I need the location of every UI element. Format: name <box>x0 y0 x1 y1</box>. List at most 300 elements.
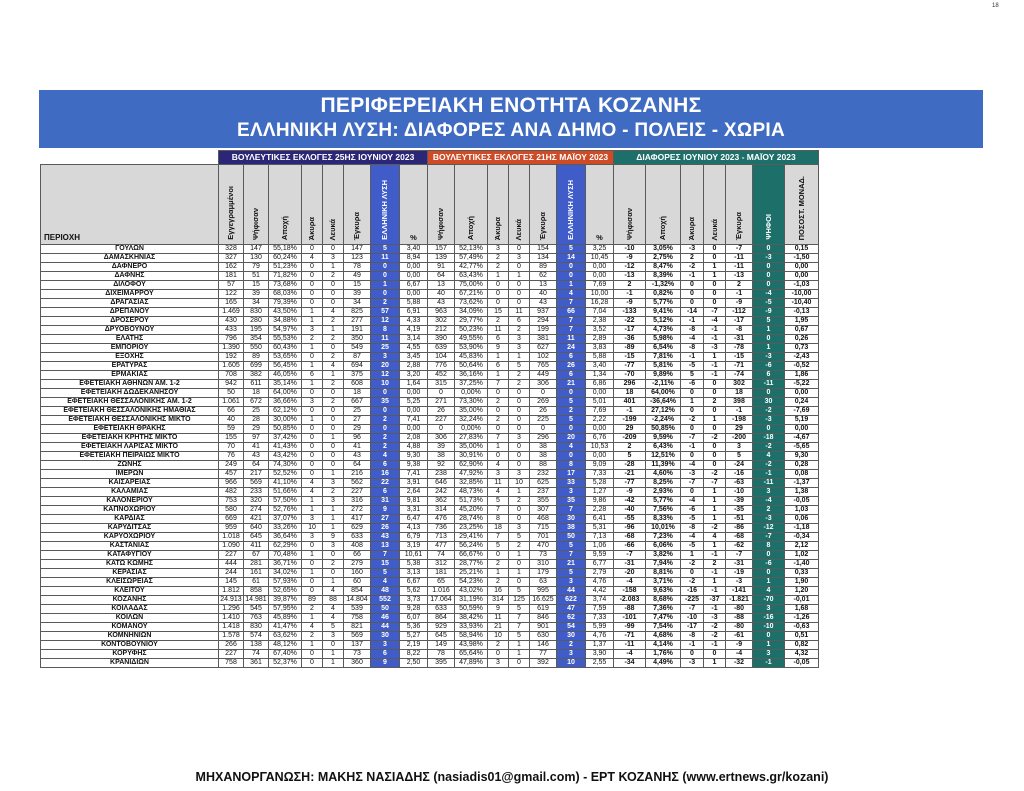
value-cell: 9,81 <box>400 497 428 506</box>
value-cell: 763 <box>244 614 269 623</box>
value-cell: 73 <box>344 650 371 659</box>
value-cell: 4 <box>302 623 323 632</box>
value-cell: 40 <box>219 416 244 425</box>
value-cell: 1 <box>704 497 726 506</box>
value-cell: 6,76 <box>586 434 614 443</box>
value-cell: -7 <box>681 434 704 443</box>
value-cell: 11 <box>371 254 400 263</box>
value-cell: 60,24% <box>269 254 302 263</box>
value-cell: 4,60% <box>646 470 681 479</box>
value-cell: 2 <box>557 407 586 416</box>
value-cell: 5,27 <box>400 632 428 641</box>
value-cell: 272 <box>344 506 371 515</box>
value-cell: 64 <box>344 461 371 470</box>
value-cell: 50 <box>219 389 244 398</box>
table-row <box>41 479 819 488</box>
value-cell: 3,13 <box>400 569 428 578</box>
value-cell: 0 <box>704 650 726 659</box>
value-cell: 302 <box>726 380 753 389</box>
value-cell: 154 <box>530 245 557 254</box>
section-gap <box>41 151 219 165</box>
value-cell: 444 <box>219 560 244 569</box>
value-cell: 9,59% <box>646 434 681 443</box>
value-cell: -6 <box>681 506 704 515</box>
value-cell: 2 <box>681 254 704 263</box>
value-cell: -7 <box>726 551 753 560</box>
value-cell: -5 <box>681 542 704 551</box>
value-cell: 14 <box>557 254 586 263</box>
value-cell: 2 <box>704 560 726 569</box>
value-cell: 0 <box>704 299 726 308</box>
value-cell: 1 <box>323 371 344 380</box>
value-cell: 1,76% <box>646 650 681 659</box>
value-cell: 7 <box>488 380 509 389</box>
value-cell: 0 <box>371 263 400 272</box>
value-cell: 1 <box>753 344 785 353</box>
value-cell: -6 <box>681 380 704 389</box>
value-cell: 830 <box>244 623 269 632</box>
value-cell: 5 <box>371 569 400 578</box>
value-cell: 701 <box>530 533 557 542</box>
table-row <box>41 623 819 632</box>
value-cell: 4,14% <box>646 641 681 650</box>
table-row <box>41 650 819 659</box>
value-cell: 71,82% <box>269 272 302 281</box>
value-cell: 6,67 <box>400 578 428 587</box>
value-cell: 26 <box>371 524 400 533</box>
value-cell: 2,55 <box>586 659 614 668</box>
value-cell: 2,38 <box>586 317 614 326</box>
header-may-2 <box>488 165 509 245</box>
value-cell: -7 <box>704 479 726 488</box>
value-cell: 328 <box>219 245 244 254</box>
value-cell: 38,42% <box>455 614 488 623</box>
value-cell: 1.418 <box>219 623 244 632</box>
value-cell: 355 <box>530 497 557 506</box>
value-cell: 1.061 <box>219 398 244 407</box>
value-cell: 0,00 <box>785 272 819 281</box>
header-may-4 <box>530 165 557 245</box>
value-cell: 42,77% <box>455 263 488 272</box>
value-cell: 88 <box>530 461 557 470</box>
value-cell: 4,73% <box>646 326 681 335</box>
value-cell: 3 <box>557 578 586 587</box>
value-cell: 28,77% <box>455 560 488 569</box>
value-cell: 959 <box>219 524 244 533</box>
value-cell: 181 <box>219 272 244 281</box>
value-cell: 468 <box>530 515 557 524</box>
value-cell: 562 <box>344 479 371 488</box>
value-cell: 50 <box>557 533 586 542</box>
value-cell: 0 <box>323 416 344 425</box>
value-cell: 6,54% <box>646 344 681 353</box>
value-cell: 29,41% <box>455 533 488 542</box>
value-cell: 48,73% <box>455 488 488 497</box>
value-cell: 715 <box>530 524 557 533</box>
value-cell: 669 <box>219 515 244 524</box>
value-cell: 0 <box>509 452 530 461</box>
value-cell: 16 <box>488 587 509 596</box>
value-cell: 5 <box>509 362 530 371</box>
value-cell: -5,22 <box>785 380 819 389</box>
area-name-cell: ΕΦΕΤΕΙΑΚΗ ΑΘΗΝΩΝ ΑΜ. 1-2 <box>41 380 219 389</box>
value-cell: 3 <box>557 488 586 497</box>
value-cell: 39 <box>344 290 371 299</box>
value-cell: 43 <box>371 533 400 542</box>
value-cell: 62 <box>530 272 557 281</box>
value-cell: 0 <box>704 443 726 452</box>
value-cell: 320 <box>244 497 269 506</box>
value-cell: -16 <box>753 614 785 623</box>
value-cell: 87 <box>344 353 371 362</box>
value-cell: -42 <box>614 497 646 506</box>
value-cell: 5 <box>323 623 344 632</box>
value-cell: 7 <box>488 506 509 515</box>
value-cell: 1 <box>509 272 530 281</box>
value-cell: 296 <box>530 434 557 443</box>
value-cell: -1 <box>614 290 646 299</box>
value-cell: -4 <box>681 461 704 470</box>
value-cell: -2 <box>681 263 704 272</box>
value-cell: -22 <box>614 317 646 326</box>
value-cell: -0,05 <box>785 497 819 506</box>
value-cell: 38 <box>530 452 557 461</box>
value-cell: 238 <box>428 470 455 479</box>
value-cell: 9,30 <box>400 452 428 461</box>
value-cell: 5,36 <box>400 623 428 632</box>
value-cell: -1 <box>681 272 704 281</box>
value-cell: 1 <box>302 497 323 506</box>
value-cell: -40 <box>614 506 646 515</box>
value-cell: 0,24 <box>785 398 819 407</box>
value-cell: -5 <box>753 299 785 308</box>
value-cell: 79,39% <box>269 299 302 308</box>
value-cell: -0,52 <box>785 362 819 371</box>
value-cell: -7 <box>681 605 704 614</box>
value-cell: 139 <box>428 254 455 263</box>
header-may-4-label: Έγκυρα <box>538 211 547 240</box>
value-cell: 37,07% <box>269 515 302 524</box>
value-cell: 3,45 <box>400 353 428 362</box>
value-cell: 2 <box>323 335 344 344</box>
value-cell: 360 <box>344 659 371 668</box>
value-cell: 6,06% <box>646 542 681 551</box>
value-cell: 14.981 <box>245 596 267 603</box>
value-cell: 10,53 <box>586 443 614 452</box>
value-cell: 41 <box>344 443 371 452</box>
value-cell: 227 <box>219 551 244 560</box>
value-cell: 4 <box>753 587 785 596</box>
value-cell: -1 <box>614 407 646 416</box>
value-cell: 350 <box>344 335 371 344</box>
value-cell: -9 <box>614 488 646 497</box>
value-cell: 3 <box>509 254 530 263</box>
value-cell: 0 <box>302 263 323 272</box>
header-diff-5 <box>753 165 785 245</box>
value-cell: 9,28 <box>400 605 428 614</box>
value-cell: 430 <box>219 317 244 326</box>
value-cell: 62,90% <box>455 461 488 470</box>
area-name-cell: ΔΙΧΕΙΜΑΡΡΟΥ <box>41 290 219 299</box>
value-cell: 1 <box>509 641 530 650</box>
value-cell: 50,85% <box>646 425 681 434</box>
value-cell: 134 <box>530 254 557 263</box>
value-cell: 11 <box>557 335 586 344</box>
value-cell: 633 <box>344 533 371 542</box>
value-cell: -1,40 <box>785 560 819 569</box>
value-cell: 0,00 <box>400 272 428 281</box>
value-cell: 4 <box>371 578 400 587</box>
value-cell: 3,74 <box>586 596 614 605</box>
value-cell: 0 <box>371 407 400 416</box>
value-cell: 4 <box>302 254 323 263</box>
value-cell: 1.410 <box>219 614 244 623</box>
value-cell: 449 <box>530 371 557 380</box>
header-june-6 <box>371 165 400 245</box>
value-cell: -9 <box>614 254 646 263</box>
area-name-cell: ΕΞΟΧΗΣ <box>41 353 219 362</box>
value-cell: 7,54% <box>646 623 681 632</box>
value-cell: 2,75% <box>646 254 681 263</box>
value-cell: 1 <box>509 650 530 659</box>
value-cell: -1 <box>704 641 726 650</box>
value-cell: 1,95 <box>785 317 819 326</box>
value-cell: -36,64% <box>646 398 681 407</box>
header-diff-2 <box>681 165 704 245</box>
value-cell: 7,13 <box>586 533 614 542</box>
value-cell: 35 <box>371 398 400 407</box>
value-cell: -10 <box>726 488 753 497</box>
value-cell: 2,22 <box>586 416 614 425</box>
value-cell: 0,82% <box>646 290 681 299</box>
value-cell: 0 <box>302 452 323 461</box>
value-cell: 28 <box>244 416 269 425</box>
value-cell: 2,88 <box>400 362 428 371</box>
value-cell: 2,93% <box>646 488 681 497</box>
value-cell: 5,77% <box>646 497 681 506</box>
value-cell: 1,90 <box>785 578 819 587</box>
value-cell: 0,26 <box>785 335 819 344</box>
value-cell: 0,00 <box>586 263 614 272</box>
value-cell: 672 <box>244 398 269 407</box>
value-cell: 7 <box>488 434 509 443</box>
value-cell: 646 <box>428 479 455 488</box>
value-cell: 6 <box>557 371 586 380</box>
table-row <box>41 317 819 326</box>
value-cell: 34,88% <box>269 317 302 326</box>
table-row <box>41 497 819 506</box>
value-cell: 157 <box>428 245 455 254</box>
value-cell: 1 <box>704 578 726 587</box>
header-area: ΠΕΡΙΟΧΗ <box>41 165 219 245</box>
value-cell: 1 <box>323 650 344 659</box>
value-cell: 7,33 <box>586 614 614 623</box>
area-name-cell: ΕΦΕΤΕΙΑΚΗ ΘΕΣΣΑΛΟΝΙΚΗΣ ΗΜΑΘΙΑΣ <box>41 407 219 416</box>
value-cell: 9,89% <box>646 371 681 380</box>
value-cell: 1 <box>488 443 509 452</box>
value-cell: 1 <box>753 578 785 587</box>
value-cell: 1 <box>323 263 344 272</box>
value-cell: 306 <box>428 434 455 443</box>
value-cell: 390 <box>428 335 455 344</box>
value-cell: 0 <box>323 461 344 470</box>
area-name-cell: ΖΩΝΗΣ <box>41 461 219 470</box>
value-cell: 5 <box>557 569 586 578</box>
value-cell: 39,87% <box>269 596 302 605</box>
value-cell: 574 <box>244 632 269 641</box>
value-cell: 3 <box>302 398 323 407</box>
value-cell: 34,09% <box>455 308 488 317</box>
value-cell: -15 <box>614 353 646 362</box>
value-cell: 6,91 <box>400 308 428 317</box>
value-cell: 1 <box>704 416 726 425</box>
value-cell: 3 <box>323 542 344 551</box>
value-cell: 312 <box>428 560 455 569</box>
value-cell: 29 <box>344 425 371 434</box>
value-cell: 162 <box>219 263 244 272</box>
value-cell: 46 <box>371 614 400 623</box>
value-cell: -225 <box>681 596 704 605</box>
value-cell: 0 <box>681 299 704 308</box>
value-cell: 227 <box>344 488 371 497</box>
value-cell: 0 <box>753 569 785 578</box>
value-cell: -5 <box>681 362 704 371</box>
value-cell: 7,59 <box>586 605 614 614</box>
value-cell: 15 <box>371 560 400 569</box>
value-cell: 11 <box>488 614 509 623</box>
value-cell: 9 <box>323 533 344 542</box>
value-cell: 2,50 <box>400 659 428 668</box>
value-cell: 0 <box>302 542 323 551</box>
value-cell: 1 <box>302 569 323 578</box>
value-cell: 34 <box>344 299 371 308</box>
value-cell: 35 <box>557 497 586 506</box>
value-cell: 0 <box>488 452 509 461</box>
value-cell: -200 <box>726 434 753 443</box>
value-cell: -16 <box>726 470 753 479</box>
value-cell: 22 <box>371 479 400 488</box>
value-cell: 296 <box>614 380 646 389</box>
value-cell: -17 <box>681 623 704 632</box>
value-cell: 5 <box>681 371 704 380</box>
value-cell: 0 <box>371 290 400 299</box>
value-cell: 38 <box>530 443 557 452</box>
value-cell: 33,26% <box>269 524 302 533</box>
value-cell: 8 <box>753 542 785 551</box>
value-cell: 41,10% <box>269 479 302 488</box>
value-cell: 50,23% <box>455 326 488 335</box>
value-cell: 4 <box>323 605 344 614</box>
value-cell: 1,68 <box>785 605 819 614</box>
value-cell: 24.913 <box>220 596 242 603</box>
value-cell: 327 <box>219 254 244 263</box>
value-cell: -31 <box>614 560 646 569</box>
value-cell: 2 <box>371 416 400 425</box>
value-cell: 2 <box>488 416 509 425</box>
value-cell: -4 <box>704 317 726 326</box>
value-cell: 0 <box>323 443 344 452</box>
value-cell: 77 <box>530 650 557 659</box>
value-cell: 10 <box>488 632 509 641</box>
value-cell: 9 <box>488 344 509 353</box>
value-cell: 8 <box>557 461 586 470</box>
value-cell: 3 <box>509 344 530 353</box>
value-cell: 2,79 <box>586 569 614 578</box>
value-cell: 0 <box>753 245 785 254</box>
value-cell: 1 <box>302 641 323 650</box>
area-name-cell: ΔΡΕΠΑΝΟΥ <box>41 308 219 317</box>
value-cell: 4 <box>704 533 726 542</box>
value-cell: 13 <box>371 542 400 551</box>
value-cell: 64,00% <box>269 389 302 398</box>
value-cell: 4 <box>371 452 400 461</box>
value-cell: 963 <box>428 308 455 317</box>
value-cell: -88 <box>726 614 753 623</box>
value-cell: 1 <box>302 551 323 560</box>
value-cell: 44 <box>557 587 586 596</box>
title-line-1: ΠΕΡΙΦΕΡΕΙΑΚΗ ΕΝΟΤΗΤΑ ΚΟΖΑΝΗΣ <box>320 94 702 117</box>
value-cell: 7,94% <box>646 560 681 569</box>
value-cell: 0 <box>488 290 509 299</box>
value-cell: 417 <box>344 515 371 524</box>
value-cell: 7 <box>488 533 509 542</box>
value-cell: -13 <box>726 272 753 281</box>
value-cell: 864 <box>428 614 455 623</box>
table-row <box>41 290 819 299</box>
table-row <box>41 452 819 461</box>
value-cell: 4,49% <box>646 659 681 668</box>
header-may-0 <box>428 165 455 245</box>
value-cell: 858 <box>244 587 269 596</box>
value-cell: 44 <box>371 623 400 632</box>
value-cell: 2 <box>488 641 509 650</box>
value-cell: 6,07 <box>400 614 428 623</box>
value-cell: -1 <box>726 290 753 299</box>
value-cell: 279 <box>344 560 371 569</box>
value-cell: 61 <box>244 578 269 587</box>
header-diff-3 <box>704 165 726 245</box>
table-row <box>41 299 819 308</box>
value-cell: 5 <box>509 587 530 596</box>
value-cell: 433 <box>219 326 244 335</box>
value-cell: 569 <box>244 479 269 488</box>
header-june-5-label: Έγκυρα <box>352 211 361 240</box>
table-row <box>41 470 819 479</box>
section-diff: ΔΙΑΦΟΡΕΣ ΙΟΥΝΙΟΥ 2023 - ΜΑΪΟΥ 2023 <box>614 151 819 165</box>
value-cell: 0 <box>681 389 704 398</box>
value-cell: 11 <box>509 308 530 317</box>
value-cell: 2 <box>509 371 530 380</box>
value-cell: -2 <box>681 578 704 587</box>
value-cell: 50,64% <box>455 362 488 371</box>
value-cell: 233 <box>244 488 269 497</box>
value-cell: 54,97% <box>269 326 302 335</box>
value-cell: 7 <box>557 299 586 308</box>
value-cell: 1 <box>323 470 344 479</box>
value-cell: 549 <box>344 344 371 353</box>
header-june-5 <box>344 165 371 245</box>
value-cell: 6,43% <box>646 443 681 452</box>
value-cell: 8,94 <box>400 254 428 263</box>
value-cell: -24 <box>726 461 753 470</box>
value-cell: 63 <box>530 578 557 587</box>
header-june-7: % <box>400 165 428 245</box>
value-cell: 6,67 <box>400 281 428 290</box>
value-cell: 7,41 <box>400 470 428 479</box>
value-cell: 6,86 <box>586 380 614 389</box>
value-cell: 2 <box>371 443 400 452</box>
value-cell: 15 <box>344 281 371 290</box>
